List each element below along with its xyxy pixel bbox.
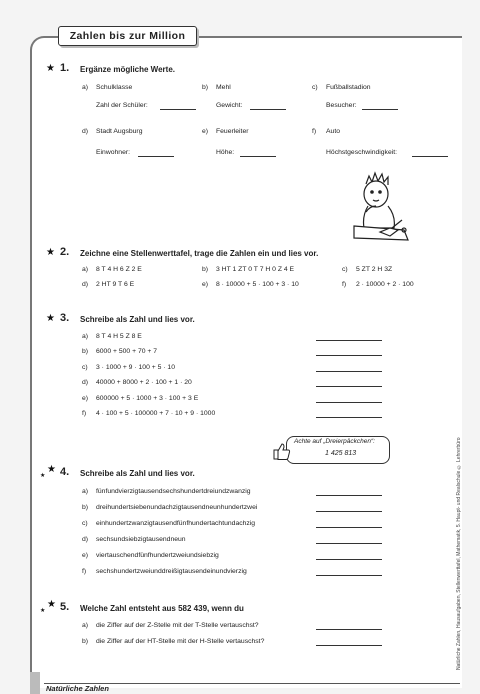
task4-number: 4. <box>60 466 70 478</box>
task1-prompt-f: Höchstgeschwindigkeit: <box>326 149 398 156</box>
task1-number: 1. <box>60 62 70 74</box>
task1-text-f: Auto <box>326 128 340 135</box>
task1-label-a: a) <box>82 84 89 91</box>
answer-line[interactable] <box>316 511 382 512</box>
star-icon: ★ <box>46 63 55 74</box>
star-icon: ★ <box>47 464 56 475</box>
answer-line[interactable] <box>138 156 174 157</box>
task5-label-a: a) <box>82 622 89 629</box>
task1-heading: Ergänze mögliche Werte. <box>80 65 175 74</box>
task3-text-e: 600000 + 5 · 1000 + 3 · 100 + 3 E <box>96 395 199 402</box>
star-icon: ★ <box>40 608 46 614</box>
task1-text-a: Schulklasse <box>96 84 133 91</box>
task2-label-e: e) <box>202 281 209 288</box>
task2-text-e: 8 · 10000 + 5 · 100 + 3 · 10 <box>216 281 299 288</box>
task1-text-e: Feuerleiter <box>216 128 249 135</box>
answer-line[interactable] <box>316 527 382 528</box>
answer-line[interactable] <box>412 156 448 157</box>
answer-line[interactable] <box>316 559 382 560</box>
answer-line[interactable] <box>316 543 382 544</box>
task4-label-a: a) <box>82 488 89 495</box>
star-icon: ★ <box>40 473 46 479</box>
answer-line[interactable] <box>316 340 382 341</box>
task4-label-c: c) <box>82 520 88 527</box>
task3-label-c: c) <box>82 364 88 371</box>
task2-label-d: d) <box>82 281 89 288</box>
answer-line[interactable] <box>316 355 382 356</box>
task1-prompt-d: Einwohner: <box>96 149 131 156</box>
task4-text-d: sechsundsiebzigtausendneun <box>96 536 186 543</box>
task4-label-f: f) <box>82 568 87 575</box>
task2-label-a: a) <box>82 266 89 273</box>
task2-heading: Zeichne eine Stellenwerttafel, trage die Zahlen ein und lies vor. <box>80 249 319 258</box>
task4-heading: Schreibe als Zahl und lies vor. <box>80 469 195 478</box>
task3-text-a: 8 T 4 H 5 Z 8 E <box>96 333 142 340</box>
thinking-boy-illustration <box>344 170 414 248</box>
thumbs-up-icon <box>270 440 292 462</box>
task3-text-c: 3 · 1000 + 9 · 100 + 5 · 10 <box>96 364 175 371</box>
answer-line[interactable] <box>316 371 382 372</box>
task4-text-a: fünfundvierzigtausendsechshundertdreiundzwanzig <box>96 488 251 495</box>
answer-line[interactable] <box>250 109 286 110</box>
task1-text-b: Mehl <box>216 84 231 91</box>
task1-label-b: b) <box>202 84 209 91</box>
task2-label-c: c) <box>342 266 348 273</box>
task4-text-e: viertauschendfünfhundertzweiundsiebzig <box>96 552 219 559</box>
task3-label-f: f) <box>82 410 87 417</box>
task4-label-b: b) <box>82 504 89 511</box>
task5-label-b: b) <box>82 638 89 645</box>
task1-prompt-e: Höhe: <box>216 149 235 156</box>
answer-line[interactable] <box>316 629 382 630</box>
task5-text-b: die Ziffer auf der HT-Stelle mit der H-Stelle vertauschst? <box>96 638 265 645</box>
task3-label-b: b) <box>82 348 89 355</box>
footer-text: Natürliche Zahlen <box>46 684 109 693</box>
task3-label-e: e) <box>82 395 89 402</box>
task3-number: 3. <box>60 312 70 324</box>
task4-text-c: einhundertzwanzigtausendfünfhundertachtundachzig <box>96 520 256 527</box>
star-icon: ★ <box>46 313 55 324</box>
answer-line[interactable] <box>316 645 382 646</box>
answer-line[interactable] <box>316 575 382 576</box>
task3-heading: Schreibe als Zahl und lies vor. <box>80 315 195 324</box>
answer-line[interactable] <box>160 109 196 110</box>
task2-text-a: 8 T 4 H 6 Z 2 E <box>96 266 142 273</box>
task3-label-d: d) <box>82 379 89 386</box>
answer-line[interactable] <box>316 495 382 496</box>
task4-text-f: sechshundertzweiunddreißigtausendeinundvierzig <box>96 568 247 575</box>
answer-line[interactable] <box>316 402 382 403</box>
task4-label-d: d) <box>82 536 89 543</box>
task1-label-d: d) <box>82 128 89 135</box>
task5-text-a: die Ziffer auf der Z-Stelle mit der T-Stelle vertauschst? <box>96 622 259 629</box>
task2-label-f: f) <box>342 281 347 288</box>
task2-label-b: b) <box>202 266 209 273</box>
answer-line[interactable] <box>240 156 276 157</box>
task1-prompt-b: Gewicht: <box>216 102 243 109</box>
task3-text-b: 6000 + 500 + 70 + 7 <box>96 348 158 355</box>
task1-text-c: Fußballstadion <box>326 84 371 91</box>
star-icon: ★ <box>47 599 56 610</box>
task4-text-b: dreihundertsiebenundachzigtausendneunhundertzwei <box>96 504 258 511</box>
task3-text-f: 4 · 100 + 5 · 100000 + 7 · 10 + 9 · 1000 <box>96 410 216 417</box>
answer-line[interactable] <box>316 417 382 418</box>
answer-line[interactable] <box>316 386 382 387</box>
bottom-tab <box>30 672 40 694</box>
task4-label-e: e) <box>82 552 89 559</box>
task2-text-f: 2 · 10000 + 2 · 100 <box>356 281 414 288</box>
task2-text-b: 3 HT 1 ZT 0 T 7 H 0 Z 4 E <box>216 266 295 273</box>
task1-prompt-a: Zahl der Schüler: <box>96 102 148 109</box>
task3-text-d: 40000 + 8000 + 2 · 100 + 1 · 20 <box>96 379 192 386</box>
task1-label-e: e) <box>202 128 209 135</box>
page-title: Zahlen bis zur Million <box>58 26 197 46</box>
side-credit: Natürliche Zahlen, Hausaufgaben, Stellenwerttafel, Mathematik, 5. Haupt- und Realschule © Lehrerbüro <box>456 437 462 670</box>
task1-label-c: c) <box>312 84 318 91</box>
task5-number: 5. <box>60 601 70 613</box>
task5-heading: Welche Zahl entsteht aus 582 439, wenn du <box>80 604 244 613</box>
task3-label-a: a) <box>82 333 89 340</box>
hint-example: 1 425 813 <box>325 450 357 457</box>
task2-number: 2. <box>60 246 70 258</box>
task2-text-d: 2 HT 9 T 6 E <box>96 281 135 288</box>
answer-line[interactable] <box>362 109 398 110</box>
task2-text-c: 5 ZT 2 H 3Z <box>356 266 393 273</box>
hint-text: Achte auf „Dreierpäckchen“: <box>294 438 375 445</box>
task1-prompt-c: Besucher: <box>326 102 357 109</box>
task1-label-f: f) <box>312 128 317 135</box>
star-icon: ★ <box>46 247 55 258</box>
task1-text-d: Stadt Augsburg <box>96 128 143 135</box>
